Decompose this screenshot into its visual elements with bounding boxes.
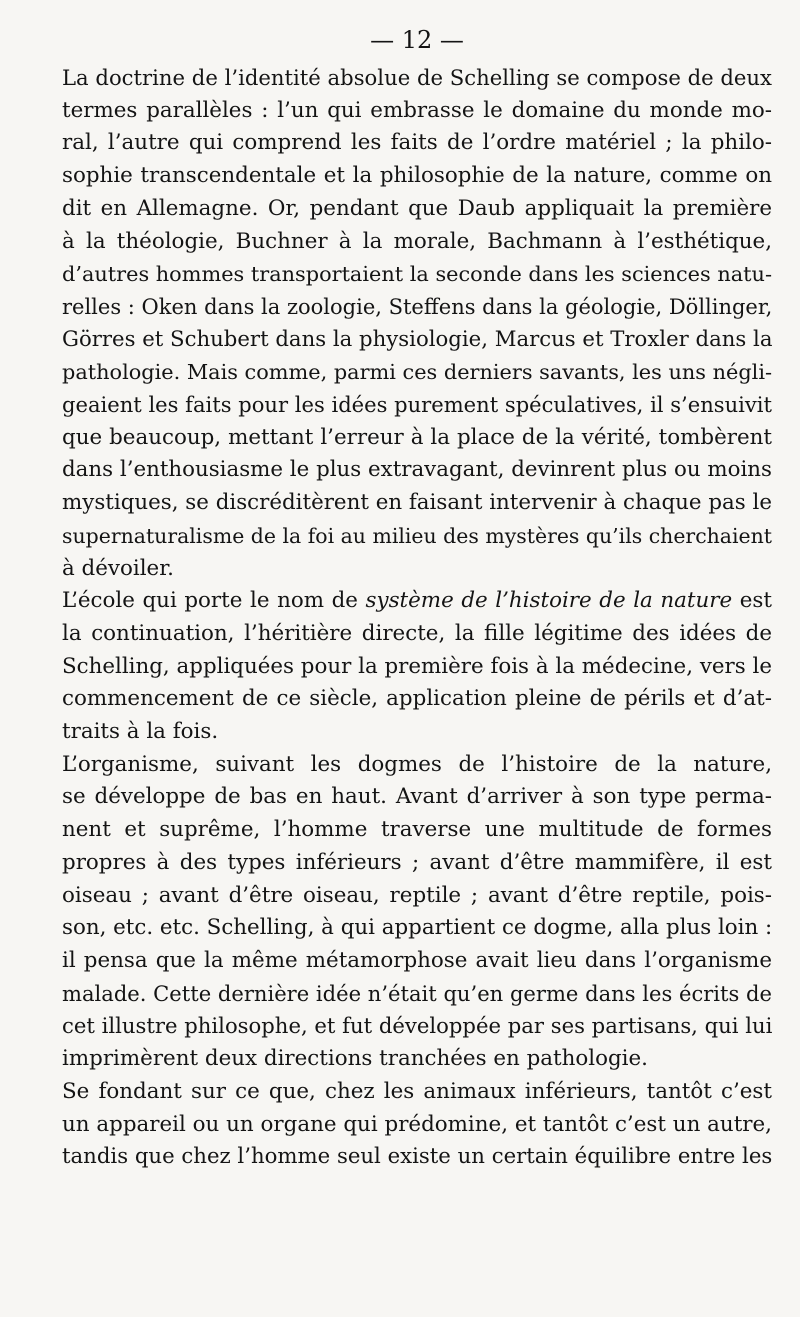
text-line: propres à des types inférieurs ; avant d’être mammifère, il est <box>62 849 772 875</box>
text-line: que beaucoup, mettant l’erreur à la place de la vérité, tombèrent <box>62 424 772 450</box>
text-line: imprimèrent deux directions tranchées en pathologie. <box>62 1046 648 1072</box>
page-number: — 12 — <box>370 26 464 54</box>
text-line: geaient les faits pour les idées purement spéculatives, il s’ensuivit <box>62 392 772 418</box>
text-line: se développe de bas en haut. Avant d’arriver à son type perma- <box>62 784 772 810</box>
text-line: tandis que chez l’homme seul existe un certain équilibre entre les <box>62 1144 773 1170</box>
text-line: la continuation, l’héritière directe, la fille légitime des idées de <box>62 620 772 646</box>
text-line: pathologie. Mais comme, parmi ces derniers savants, les uns négli- <box>62 360 773 385</box>
text-segment: L’école qui porte le nom de <box>62 588 366 614</box>
text-line: La doctrine de l’identité absolue de Schelling se compose de deux <box>62 65 772 90</box>
text-line: supernaturalisme de la foi au milieu des mystères qu’ils cherchaient <box>62 523 772 548</box>
text-line: dans l’enthousiasme le plus extravagant, devinrent plus ou moins <box>62 457 772 483</box>
text-line: mystiques, se discréditèrent en faisant intervenir à chaque pas le <box>62 490 772 516</box>
text-line: termes parallèles : l’un qui embrasse le domaine du monde mo- <box>62 97 772 123</box>
text-line: nent et suprême, l’homme traverse une multitude de formes <box>62 817 772 843</box>
text-line: L’organisme, suivant les dogmes de l’histoire de la nature, <box>62 751 772 777</box>
text-line: un appareil ou un organe qui prédomine, et tantôt c’est un autre, <box>62 1111 772 1137</box>
text-line: ral, l’autre qui comprend les faits de l’ordre matériel ; la philo- <box>62 130 772 156</box>
text-line: il pensa que la même métamorphose avait lieu dans l’organisme <box>62 947 772 973</box>
text-line: traits à la fois. <box>62 719 219 745</box>
italic-title: système de l’histoire de la nature <box>365 588 733 614</box>
paragraph-2 <box>62 585 772 749</box>
text-line: Görres et Schubert dans la physiologie, Marcus et Troxler dans la <box>62 326 773 352</box>
body-text <box>62 62 772 1174</box>
text-line: sophie transcendentale et la philosophie de la nature, comme on <box>62 163 772 189</box>
paragraph-3 <box>62 749 772 1076</box>
text-segment: est <box>732 588 772 614</box>
text-line: relles : Oken dans la zoologie, Steffens dans la géologie, Döllinger, <box>62 293 773 319</box>
text-line: Schelling, appliquées pour la première fois à la médecine, vers le <box>62 653 772 679</box>
text-line: Se fondant sur ce que, chez les animaux inférieurs, tantôt c’est <box>62 1078 772 1104</box>
text-line: d’autres hommes transportaient la seconde dans les sciences natu- <box>62 262 772 287</box>
text-line <box>62 585 772 618</box>
text-line: à dévoiler. <box>62 555 174 581</box>
text-line: commencement de ce siècle, application pleine de périls et d’at- <box>62 686 772 712</box>
paragraph-4 <box>62 1076 772 1174</box>
text-line: cet illustre philosophe, et fut développée par ses partisans, qui lui <box>62 1013 773 1039</box>
text-line: son, etc. etc. Schelling, à qui appartient ce dogme, alla plus loin : <box>62 915 773 941</box>
text-line: à la théologie, Buchner à la morale, Bachmann à l’esthétique, <box>62 228 772 254</box>
paragraph-1 <box>62 62 772 585</box>
text-line: dit en Allemagne. Or, pendant que Daub appliquait la première <box>62 195 772 221</box>
text-line: malade. Cette dernière idée n’était qu’en germe dans les écrits de <box>62 980 772 1006</box>
text-line: oiseau ; avant d’être oiseau, reptile ; avant d’être reptile, pois- <box>62 882 772 908</box>
